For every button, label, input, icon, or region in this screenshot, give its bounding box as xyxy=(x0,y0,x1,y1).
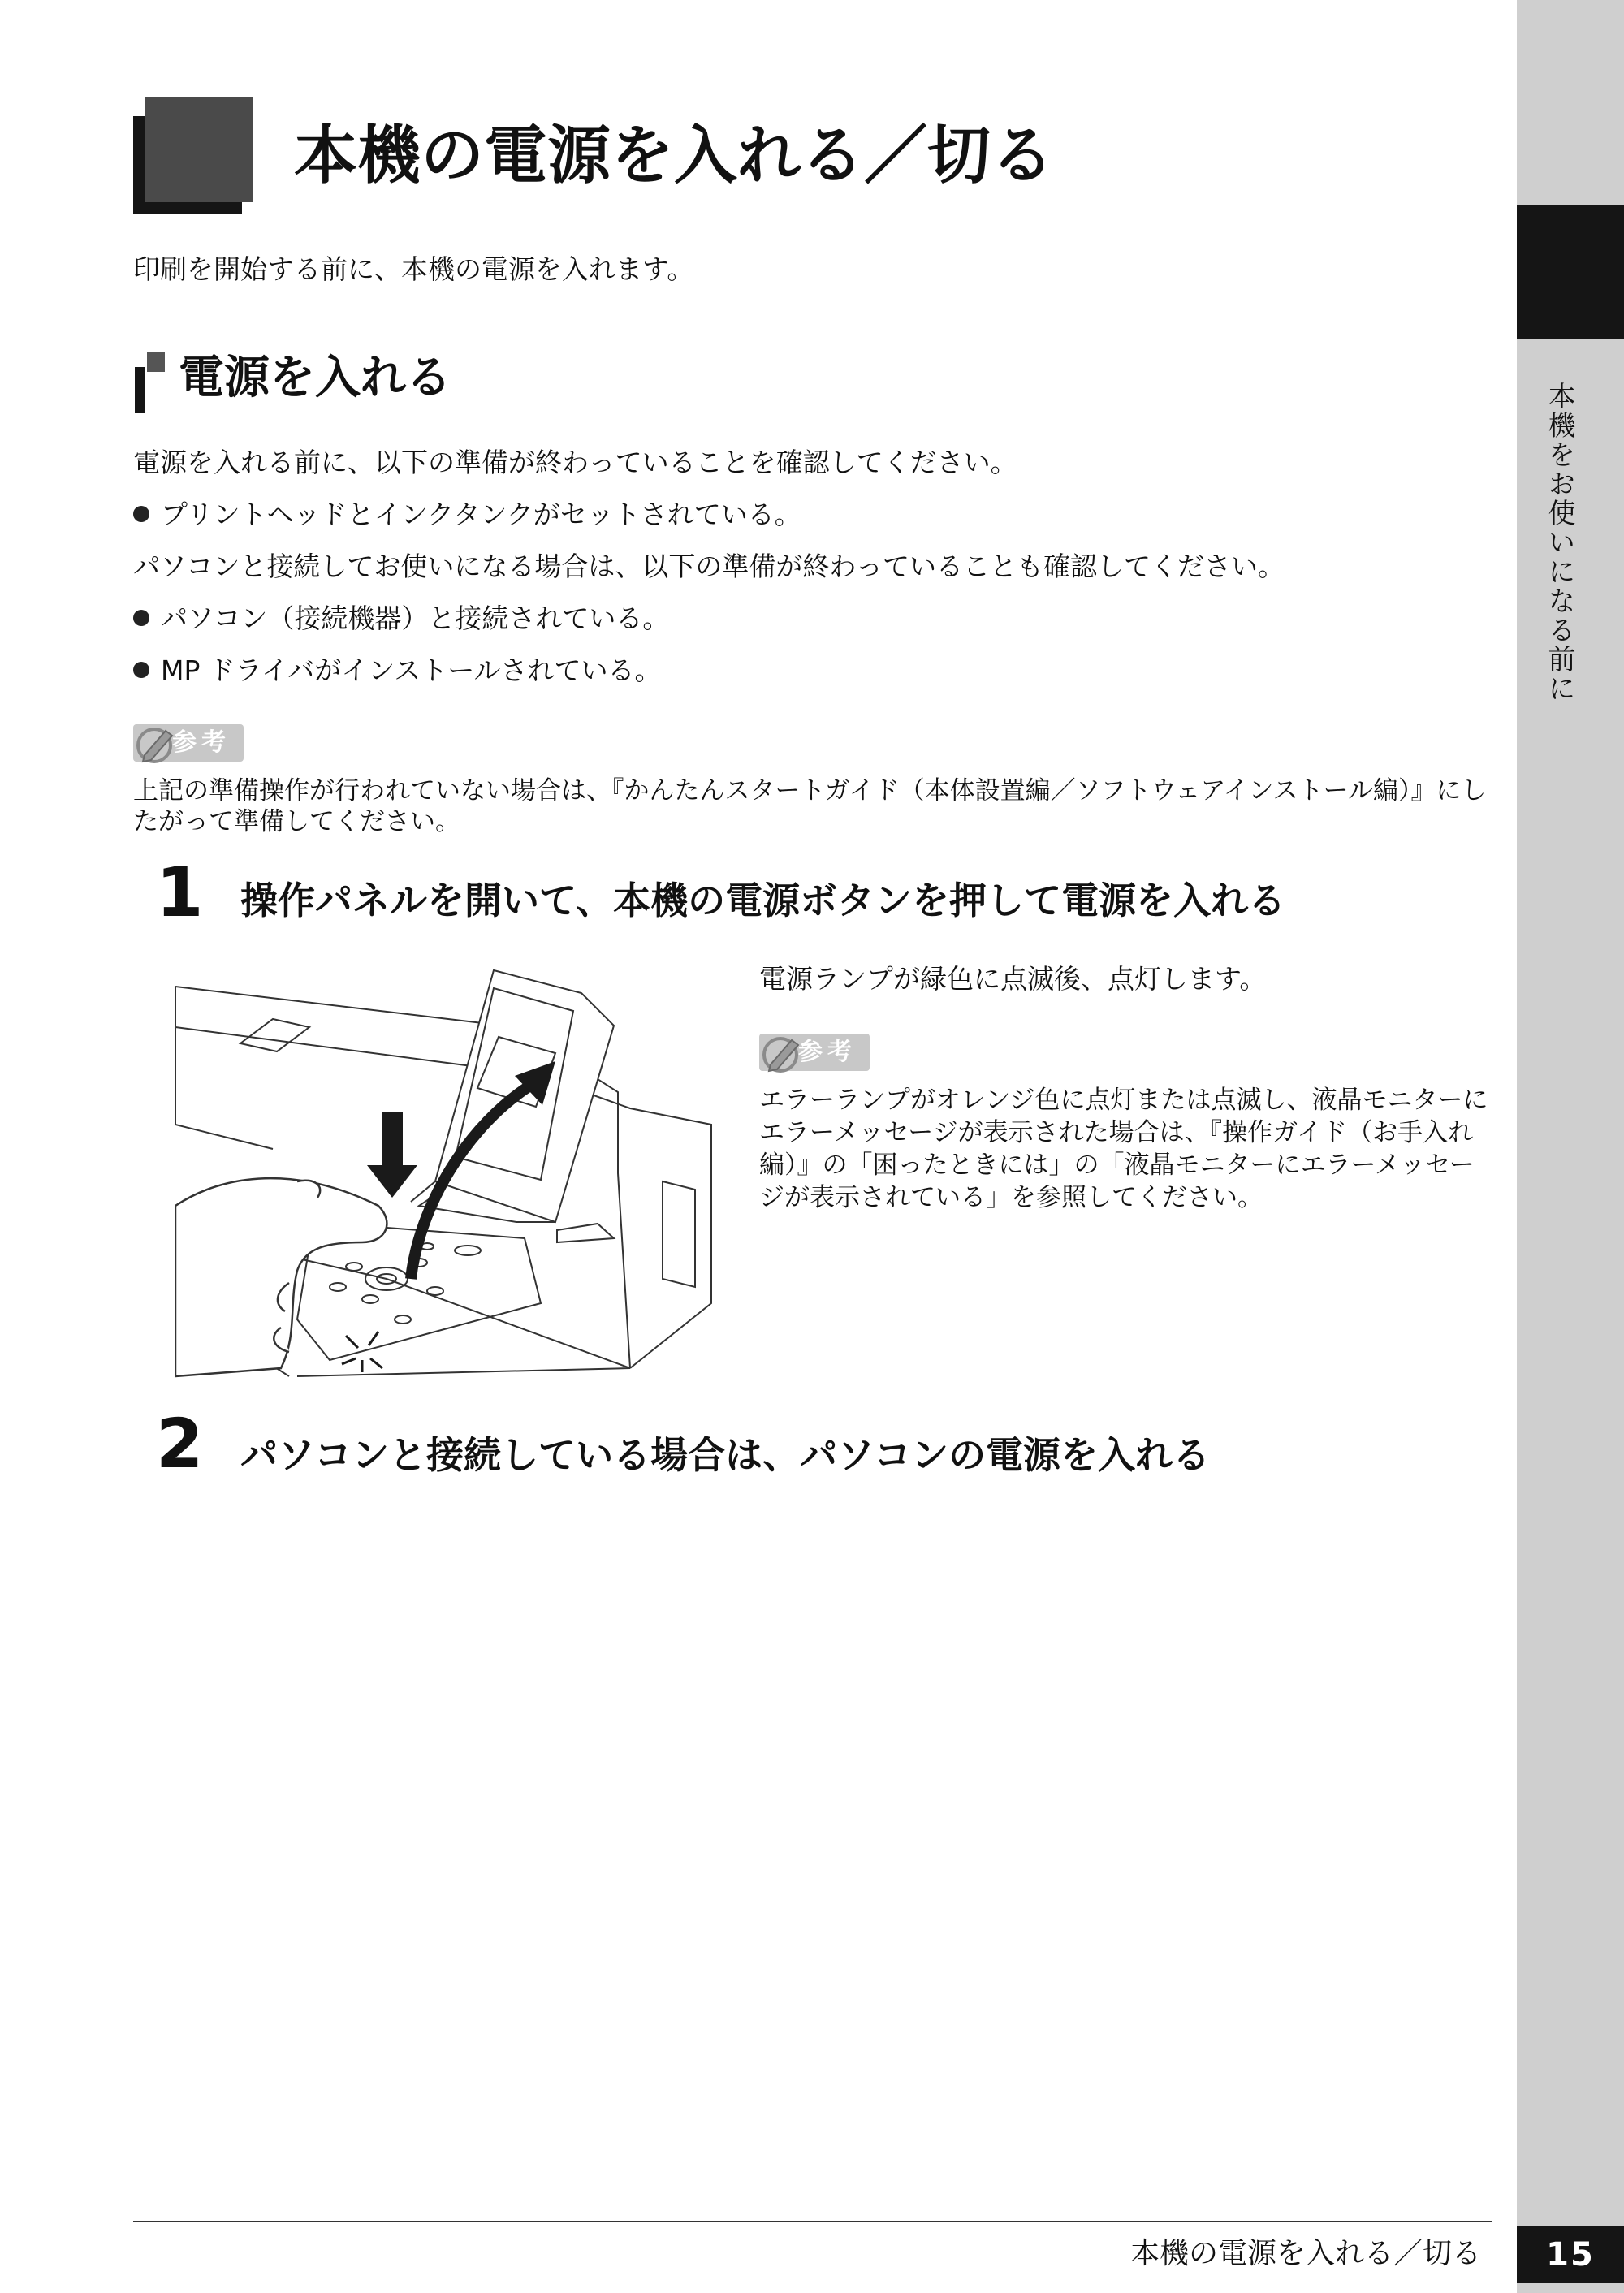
step-number: 2 xyxy=(156,1404,204,1483)
note-line: エラーメッセージが表示された場合は、『操作ガイド（お手入れ xyxy=(759,1118,1474,1147)
step-description: 電源ランプが緑色に点滅後、点灯します。 xyxy=(759,963,1267,995)
note-badge xyxy=(133,724,244,762)
note-label: 参考 xyxy=(759,1034,870,1071)
bullet-dot xyxy=(133,610,149,626)
note-label: 参考 xyxy=(133,724,244,762)
pencil-icon xyxy=(759,1030,805,1076)
page-number: 15 xyxy=(1517,2226,1624,2283)
note-line: ジが表示されている」を参照してください。 xyxy=(759,1183,1263,1212)
footer-rule xyxy=(133,2221,1492,2222)
footer-title: 本機の電源を入れる／切る xyxy=(1130,2237,1482,2270)
section-paragraph-2: パソコンと接続してお使いになる場合は、以下の準備が終わっていることも確認してください。 xyxy=(133,551,1285,582)
bullet-text: MP ドライバがインストールされている。 xyxy=(161,654,662,686)
bullet-text: パソコン（接続機器）と接続されている。 xyxy=(161,602,670,634)
page-title: 本機の電源を入れる／切る xyxy=(294,119,1055,192)
note-badge xyxy=(759,1034,870,1071)
pencil-icon xyxy=(133,721,179,766)
note-line: エラーランプがオレンジ色に点灯または点滅し、液晶モニターに xyxy=(759,1086,1488,1115)
step-number: 1 xyxy=(156,853,204,932)
bullet-dot xyxy=(133,662,149,678)
note-line: 上記の準備操作が行われていない場合は、『かんたんスタートガイド（本体設置編／ソフトウェアインストール編）』にし xyxy=(133,776,1487,805)
title-block xyxy=(145,97,253,202)
note-line: 編）』の「困ったときには」の「液晶モニターにエラーメッセー xyxy=(759,1151,1475,1180)
intro-text: 印刷を開始する前に、本機の電源を入れます。 xyxy=(133,253,694,285)
printer-power-illustration xyxy=(175,962,719,1384)
bullet-dot xyxy=(133,506,149,522)
step-title: 操作パネルを開いて、本機の電源ボタンを押して電源を入れる xyxy=(240,879,1286,922)
bullet-text: プリントヘッドとインクタンクがセットされている。 xyxy=(161,499,801,530)
bullet-item xyxy=(133,497,801,533)
section-marker-bar xyxy=(135,367,145,413)
bullet-item xyxy=(133,601,669,637)
section-marker-square xyxy=(147,352,165,372)
side-chapter-label: 本機をお使いになる前に xyxy=(1543,382,1575,703)
bullet-item xyxy=(133,653,662,689)
section-heading: 電源を入れる xyxy=(179,352,451,404)
side-strip xyxy=(1517,0,1624,2293)
note-line: たがって準備してください。 xyxy=(133,807,460,836)
side-tab-marker xyxy=(1517,205,1624,339)
section-paragraph-1: 電源を入れる前に、以下の準備が終わっていることを確認してください。 xyxy=(133,447,1017,478)
step-title: パソコンと接続している場合は、パソコンの電源を入れる xyxy=(240,1433,1211,1477)
